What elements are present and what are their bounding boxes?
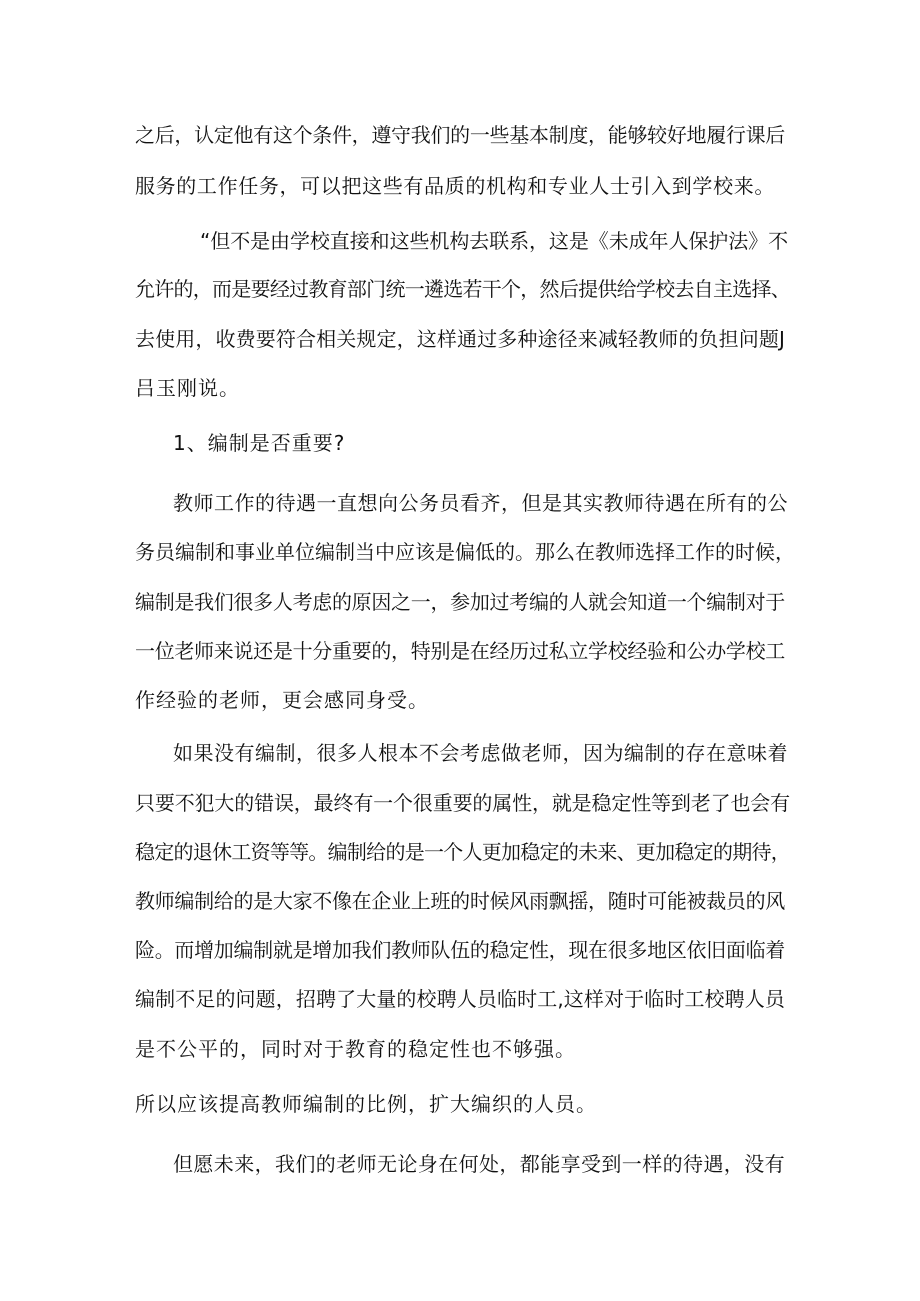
text-line: 服务的工作任务，可以把这些有品质的机构和专业人士引入到学校来。 xyxy=(135,174,775,198)
text-line: 但愿未来，我们的老师无论身在何处，都能享受到一样的待遇，没有 xyxy=(173,1152,785,1176)
text-line: 只要不犯大的错误，最终有一个很重要的属性，就是稳定性等到老了也会有 xyxy=(135,791,790,815)
text-line: 是不公平的，同时对于教育的稳定性也不够强。 xyxy=(135,1037,576,1061)
section-heading: 1、编制是否重要? xyxy=(173,431,346,455)
text-line: 之后，认定他有这个条件，遵守我们的一些基本制度，能够较好地履行课后 xyxy=(135,123,785,147)
text-line: 一位老师来说还是十分重要的，特别是在经历过私立学校经验和公办学校工 xyxy=(135,639,785,663)
text-line: 务员编制和事业单位编制当中应该是偏低的。那么在教师选择工作的时候， xyxy=(135,540,795,564)
text-line: 险。而增加编制就是增加我们教师队伍的稳定性，现在很多地区依旧面临着 xyxy=(135,938,785,962)
text-line: 教师工作的待遇一直想向公务员看齐，但是其实教师待遇在所有的公 xyxy=(173,491,788,515)
text-line: 允许的，而是要经过教育部门统一遴选若干个，然后提供给学校去自主选择、 xyxy=(135,277,790,301)
text-line: 作经验的老师，更会感同身受。 xyxy=(135,688,429,712)
text-line: 如果没有编制，很多人根本不会考虑做老师，因为编制的存在意味着 xyxy=(173,741,788,765)
text-line: 所以应该提高教师编制的比例，扩大编织的人员。 xyxy=(135,1092,597,1116)
text-line: 吕玉刚说。 xyxy=(135,376,240,400)
text-line: 教师编制给的是大家不像在企业上班的时候风雨飘摇，随时可能被裁员的风 xyxy=(135,889,785,913)
text-line: 编制是我们很多人考虑的原因之一，参加过考编的人就会知道一个编制对于 xyxy=(135,590,785,614)
text-line: 稳定的退休工资等等。编制给的是一个人更加稳定的未来、更加稳定的期待， xyxy=(135,840,790,864)
text-line: “但不是由学校直接和这些机构去联系，这是《未成年人保护法》不 xyxy=(200,229,788,253)
text-line: 编制不足的问题，招聘了大量的校聘人员临时工,这样对于临时工校聘人员 xyxy=(135,987,785,1011)
text-line: 去使用，收费要符合相关规定，这样通过多种途径来减轻教师的负担问题J xyxy=(135,327,785,351)
